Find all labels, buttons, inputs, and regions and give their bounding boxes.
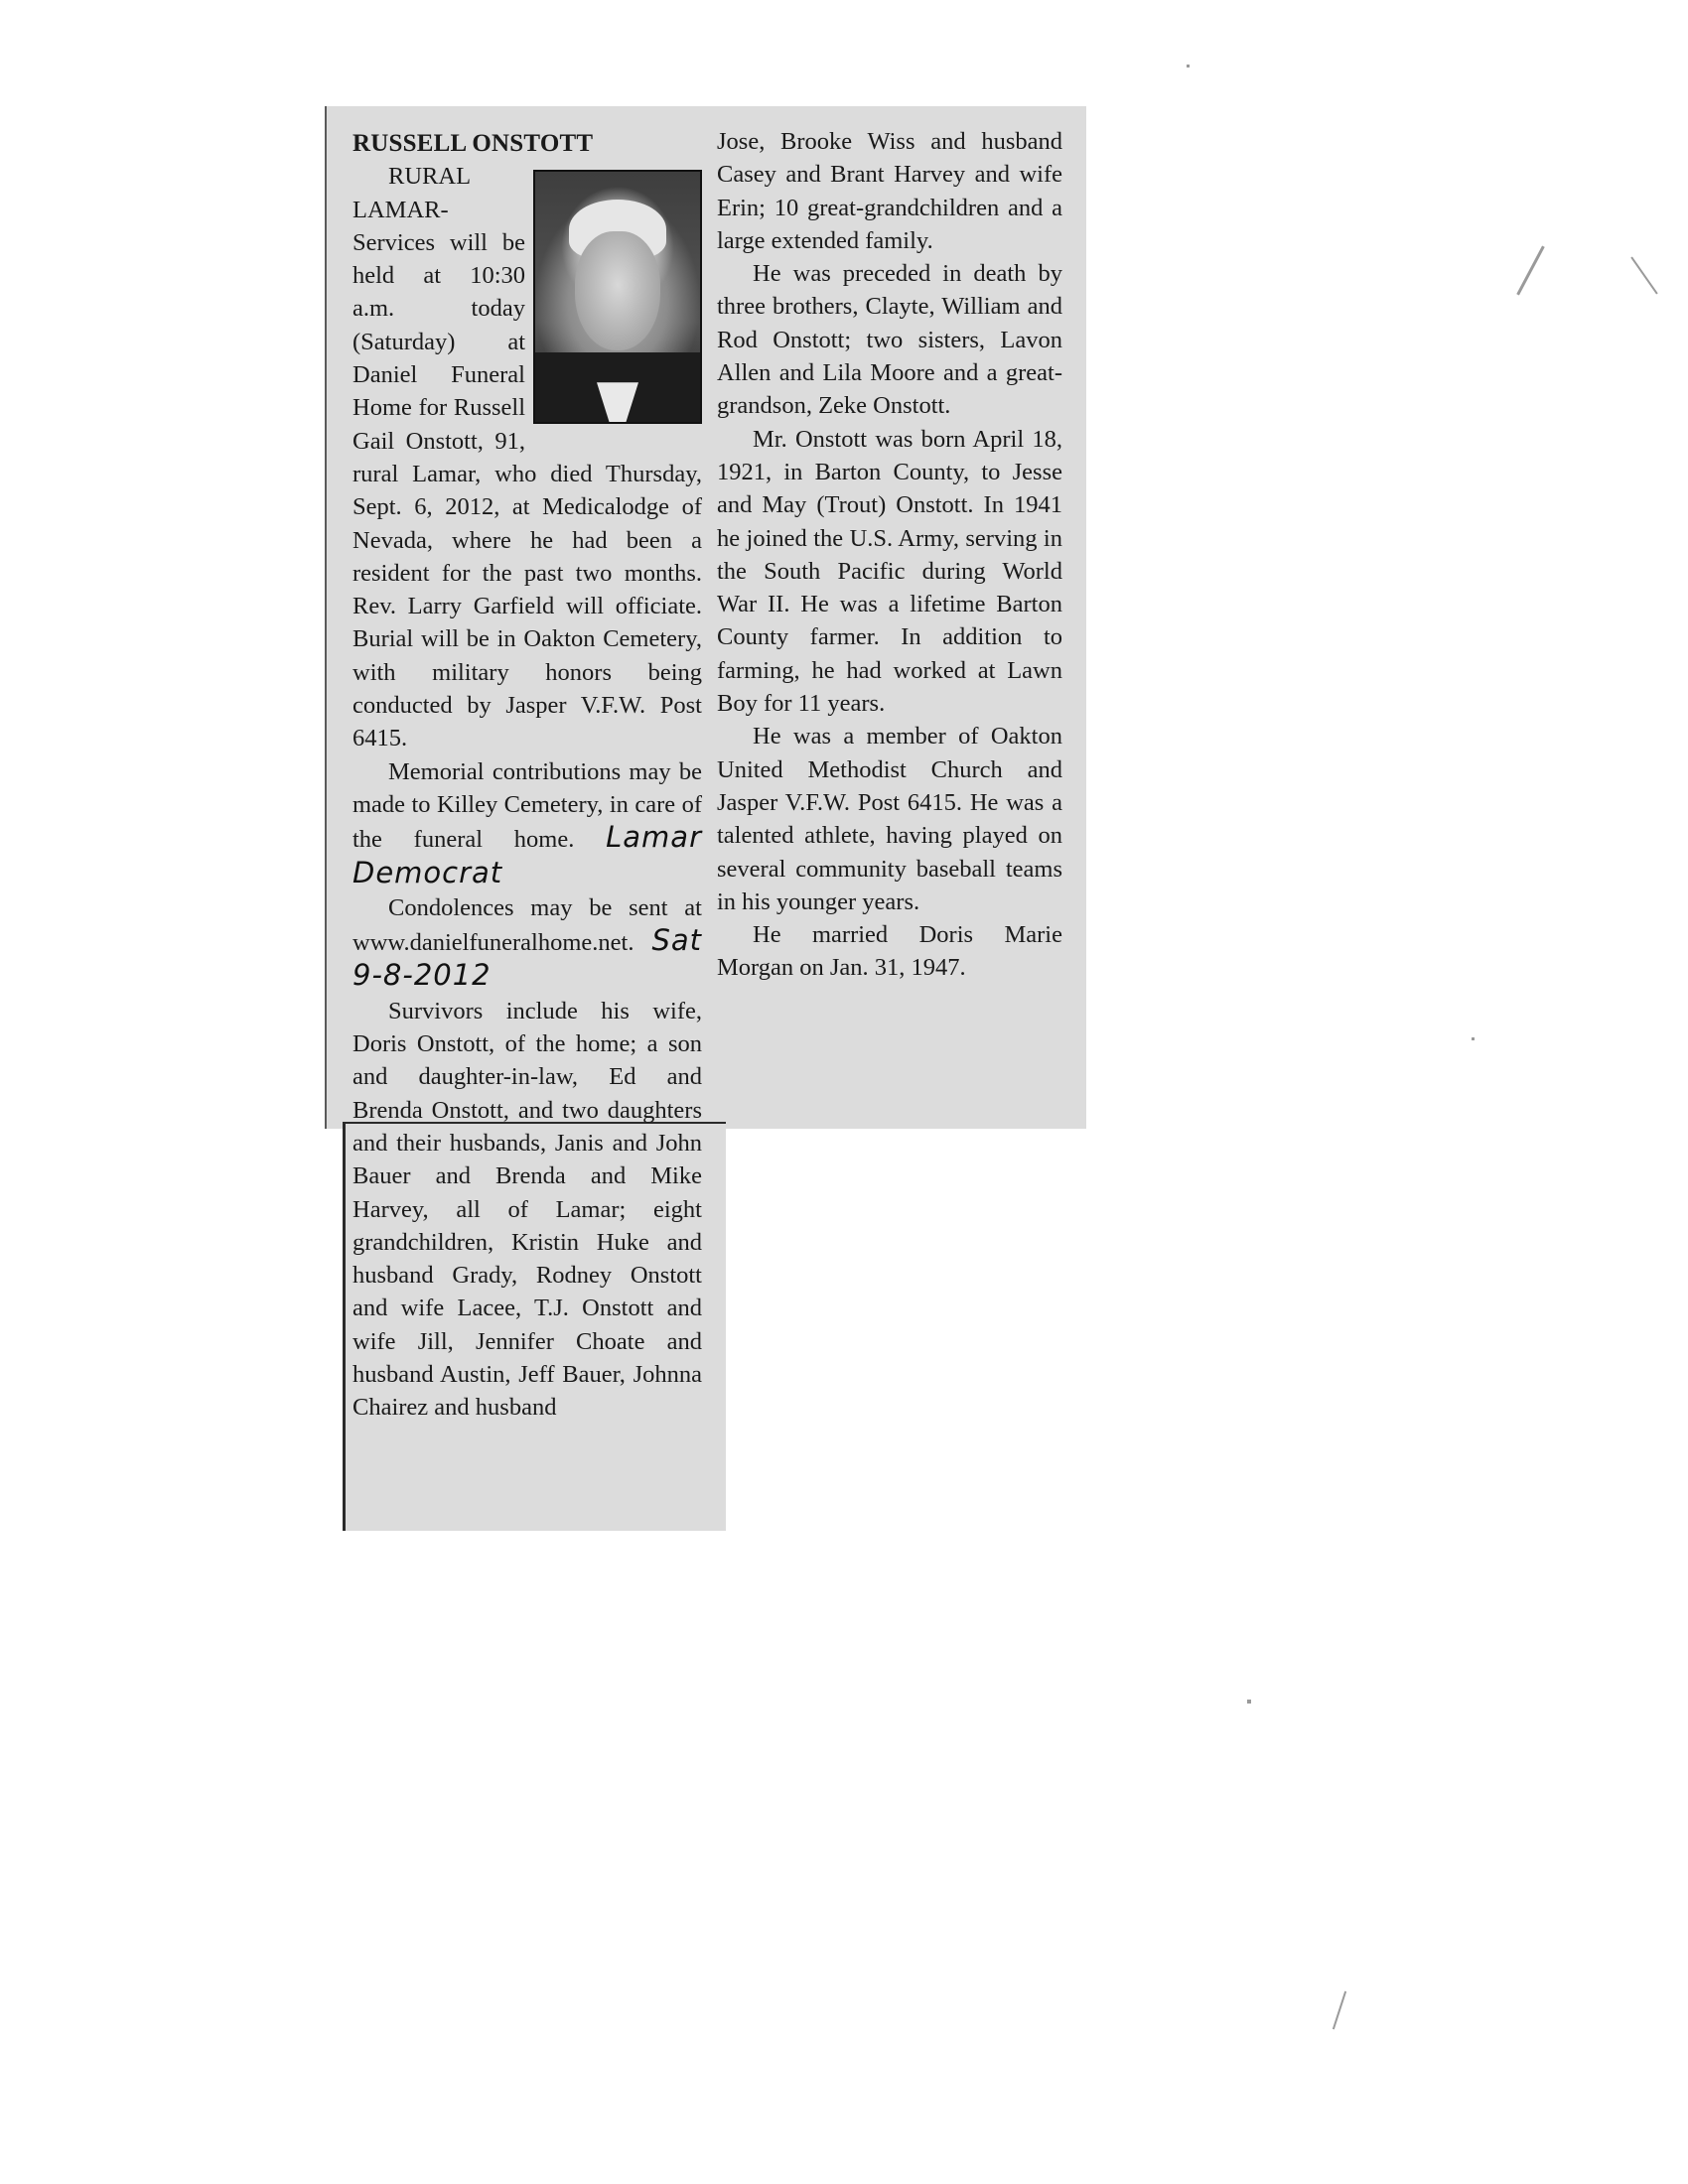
handwritten-source-note: Lamar Democrat: [352, 820, 702, 889]
scan-speck: [1472, 1037, 1475, 1040]
condolences-paragraph: Condolences may be sent at www.danielfuneralhome.net. Sat 9-8-2012: [352, 893, 702, 993]
handwritten-date-note: Sat 9-8-2012: [352, 923, 702, 993]
scan-speck: [1247, 1700, 1251, 1704]
obituary-left-column: [352, 127, 702, 1425]
scan-speck: [1516, 246, 1544, 296]
biography-paragraph: Mr. Onstott was born April 18, 1921, in Barton County, to Jesse and May (Trout) Onstott. In 1941 he joined the U.S. Army, serving in the South Pacific during World War II. He was a lifetime Barton County farmer. In addition to farming, he had worked at Lawn Boy for 11 years.: [717, 425, 1062, 718]
scan-speck: [1187, 65, 1190, 68]
scan-speck: [1333, 1991, 1346, 2030]
survivors-continued: Jose, Brooke Wiss and husband Casey and Brant Harvey and wife Erin; 10 great-grandchildren and a large extended family.: [717, 128, 1062, 254]
marriage-paragraph: He married Doris Marie Morgan on Jan. 31, 1947.: [717, 921, 1062, 982]
preceded-paragraph: He was preceded in death by three brothers, Clayte, William and Rod Onstott; two sisters, Lavon Allen and Lila Moore and a great-grandson, Zeke Onstott.: [717, 260, 1062, 420]
portrait-photo: [533, 170, 702, 424]
survivors-paragraph: Survivors include his wife, Doris Onstott, of the home; a son and daughter-in-law, Ed and Brenda Onstott, and two daughters and their husbands, Janis and John Bauer and Brenda and Mike Harvey, all of Lamar; eight grandchildren, Kristin Huke and husband Grady, Rodney Onstott and wife Lacee, T.J. Onstott and wife Jill, Jennifer Choate and husband Austin, Jeff Bauer, Johnna Chairez and husband: [352, 997, 702, 1422]
memorial-paragraph: Memorial contributions may be made to Killey Cemetery, in care of the funeral home. Lamar Democrat: [352, 757, 702, 889]
obituary-headline: RUSSELL ONSTOTT: [352, 130, 594, 157]
membership-paragraph: He was a member of Oakton United Methodist Church and Jasper V.F.W. Post 6415. He was a talented athlete, having played on several community baseball teams in his younger years.: [717, 723, 1062, 915]
services-paragraph: RURAL LAMAR-Services will be held at 10:30 a.m. today (Saturday) at Daniel Funeral Home for Russell Gail Onstott, 91, rural Lamar, who died Thursday, Sept. 6, 2012, at Medicalodge of Nevada, where he had been a resident for the past two months. Rev. Larry Garfield will officiate. Burial will be in Oakton Cemetery, with military honors being conducted by Jasper V.F.W. Post 6415.: [352, 163, 702, 752]
scan-speck: [1630, 256, 1657, 294]
obituary-right-column: [717, 125, 1062, 985]
